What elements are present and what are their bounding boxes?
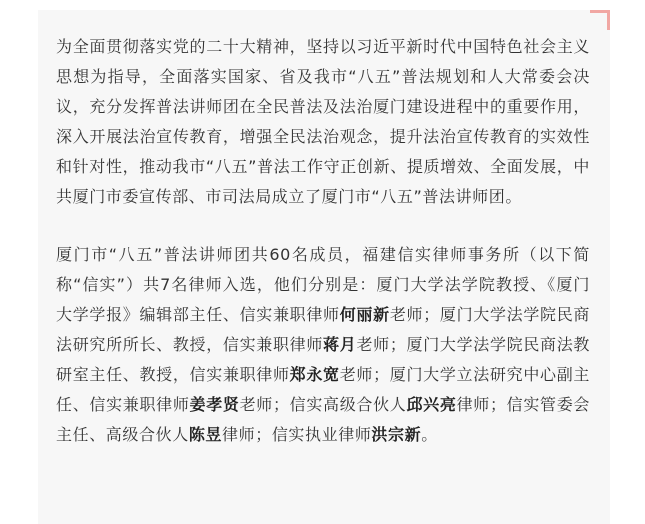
- members-text-6: 律师；信实管委会主任、高级合伙人: [56, 395, 590, 444]
- member-name: 郑永宽: [289, 365, 340, 384]
- member-name: 姜孝贤: [189, 395, 240, 414]
- members-text-8: 。: [421, 425, 438, 444]
- article-card: [38, 10, 610, 524]
- member-name: 蒋月: [323, 335, 357, 354]
- corner-decoration: [590, 10, 610, 30]
- member-name: 洪宗新: [371, 425, 422, 444]
- members-paragraph: [56, 240, 590, 450]
- members-text-2: 老师；厦门大学法学院民商法研究所所长、教授，信实兼职律师: [56, 305, 590, 354]
- members-text-4: 老师；厦门大学立法研究中心副主任、信实兼职律师: [56, 365, 590, 414]
- members-text-7: 律师；信实执业律师: [222, 425, 372, 444]
- member-name: 何丽新: [339, 305, 390, 324]
- member-name: 陈昱: [188, 425, 223, 444]
- members-text-1: 厦门市“八五”普法讲师团共60名成员，福建信实律师事务所（以下简称“信实”）共7名律师入选，他们分别是：厦门大学法学院教授、《厦门大学学报》编辑部主任、信实兼职律师: [56, 245, 590, 324]
- members-text-3: 老师；厦门大学法学院民商法教研室主任、教授，信实兼职律师: [56, 335, 591, 384]
- member-name: 邱兴亮: [406, 395, 457, 414]
- article-body: [56, 32, 590, 450]
- members-text-5: 老师；信实高级合伙人: [239, 395, 407, 414]
- intro-paragraph: 为全面贯彻落实党的二十大精神，坚持以习近平新时代中国特色社会主义思想为指导，全面落实国家、省及我市“八五”普法规划和人大常委会决议，充分发挥普法讲师团在全民普法及法治厦门建设进程中的重要作用，深入开展法治宣传教育，增强全民法治观念，提升法治宣传教育的实效性和针对性，推动我市“八五”普法工作守正创新、提质增效、全面发展，中共厦门市委宣传部、市司法局成立了厦门市“八五”普法讲师团。: [56, 37, 590, 206]
